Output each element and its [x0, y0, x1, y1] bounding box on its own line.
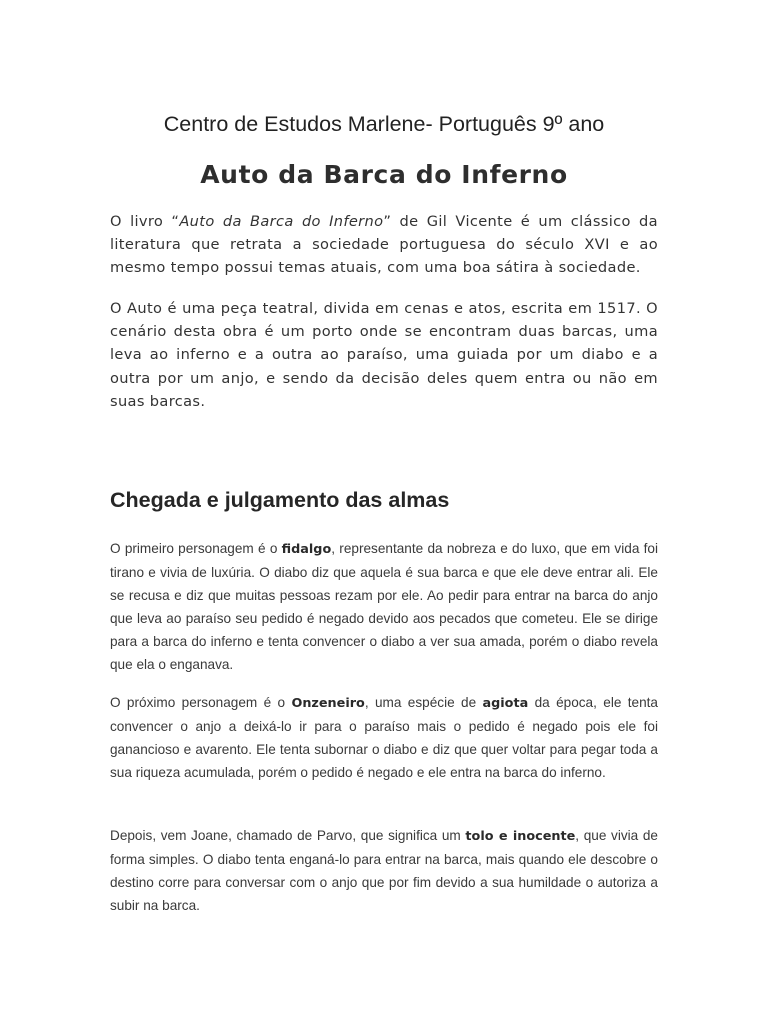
p3-text-a: Depois, vem Joane, chamado de Parvo, que significa um [110, 828, 466, 843]
body-paragraph-joane [110, 825, 658, 918]
intro-paragraph-2: O Auto é uma peça teatral, divida em cenas e atos, escrita em 1517. O cenário desta obra é um porto onde se encontram duas barcas, uma leva ao inferno e a outra ao paraíso, uma guiada por um diabo e a outra por um anjo, e sendo da decisão deles quem entra ou não em suas barcas. [110, 300, 658, 410]
p2-bold-agiota: agiota [482, 696, 529, 711]
p3-bold-tolo-inocente: tolo e inocente [465, 829, 576, 844]
p3-text-c: , que vivia de forma simples. O diabo tenta enganá-lo para entrar na barca, mais quando ele descobre o destino corre para conversar com o anjo que por fim devido a sua humildade o autoriza a subir na barca. [110, 828, 658, 913]
intro-paragraph-1 [110, 210, 658, 280]
intro-1-rest: ” de Gil Vicente é um clássico da literatura que retrata a sociedade portuguesa do século XVI e ao mesmo tempo possui temas atuais, com uma boa sátira à sociedade. [110, 213, 658, 277]
body-paragraph-fidalgo [110, 538, 658, 676]
p1-bold-fidalgo: fidalgo [281, 542, 332, 557]
section-heading: Chegada e julgamento das almas [110, 488, 450, 512]
document-header: Centro de Estudos Marlene- Português 9º ano [163, 112, 605, 136]
p2-text-c: , uma espécie de [364, 695, 483, 710]
p2-bold-onzeneiro: Onzeneiro [291, 696, 365, 711]
p1-text-c: , representante da nobreza e do luxo, que em vida foi tirano e vivia de luxúria. O diabo diz que aquela é sua barca e que ele deve entrar ali. Ele se recusa e diz que muitas pessoas rezam por ele. Ao pedir para entrar na barca do anjo que leva ao paraíso seu pedido é negado devido aos pecados que cometeu. Ele se dirige para a barca do inferno e tenta convencer o diabo a ver sua amada, porém o diabo revela que ela o enganava. [110, 541, 658, 672]
body-paragraph-onzeneiro [110, 692, 658, 785]
p1-text-a: O primeiro personagem é o [110, 541, 282, 556]
p2-text-a: O próximo personagem é o [110, 695, 292, 710]
intro-1-lead: O livro “ [110, 213, 180, 230]
p2-text-d: da época, ele tenta convencer o anjo a deixá-lo ir para o paraíso mais o pedido é negado pois ele foi ganancioso e avarento. Ele tenta subornar o diabo e diz que quer voltar para pegar toda a sua riqueza acumulada, porém o pedido é negado e ele entra na barca do inferno. [110, 695, 658, 780]
book-title-italic: Auto da Barca do Inferno [179, 213, 384, 230]
document-title: Auto da Barca do Inferno [200, 160, 568, 189]
